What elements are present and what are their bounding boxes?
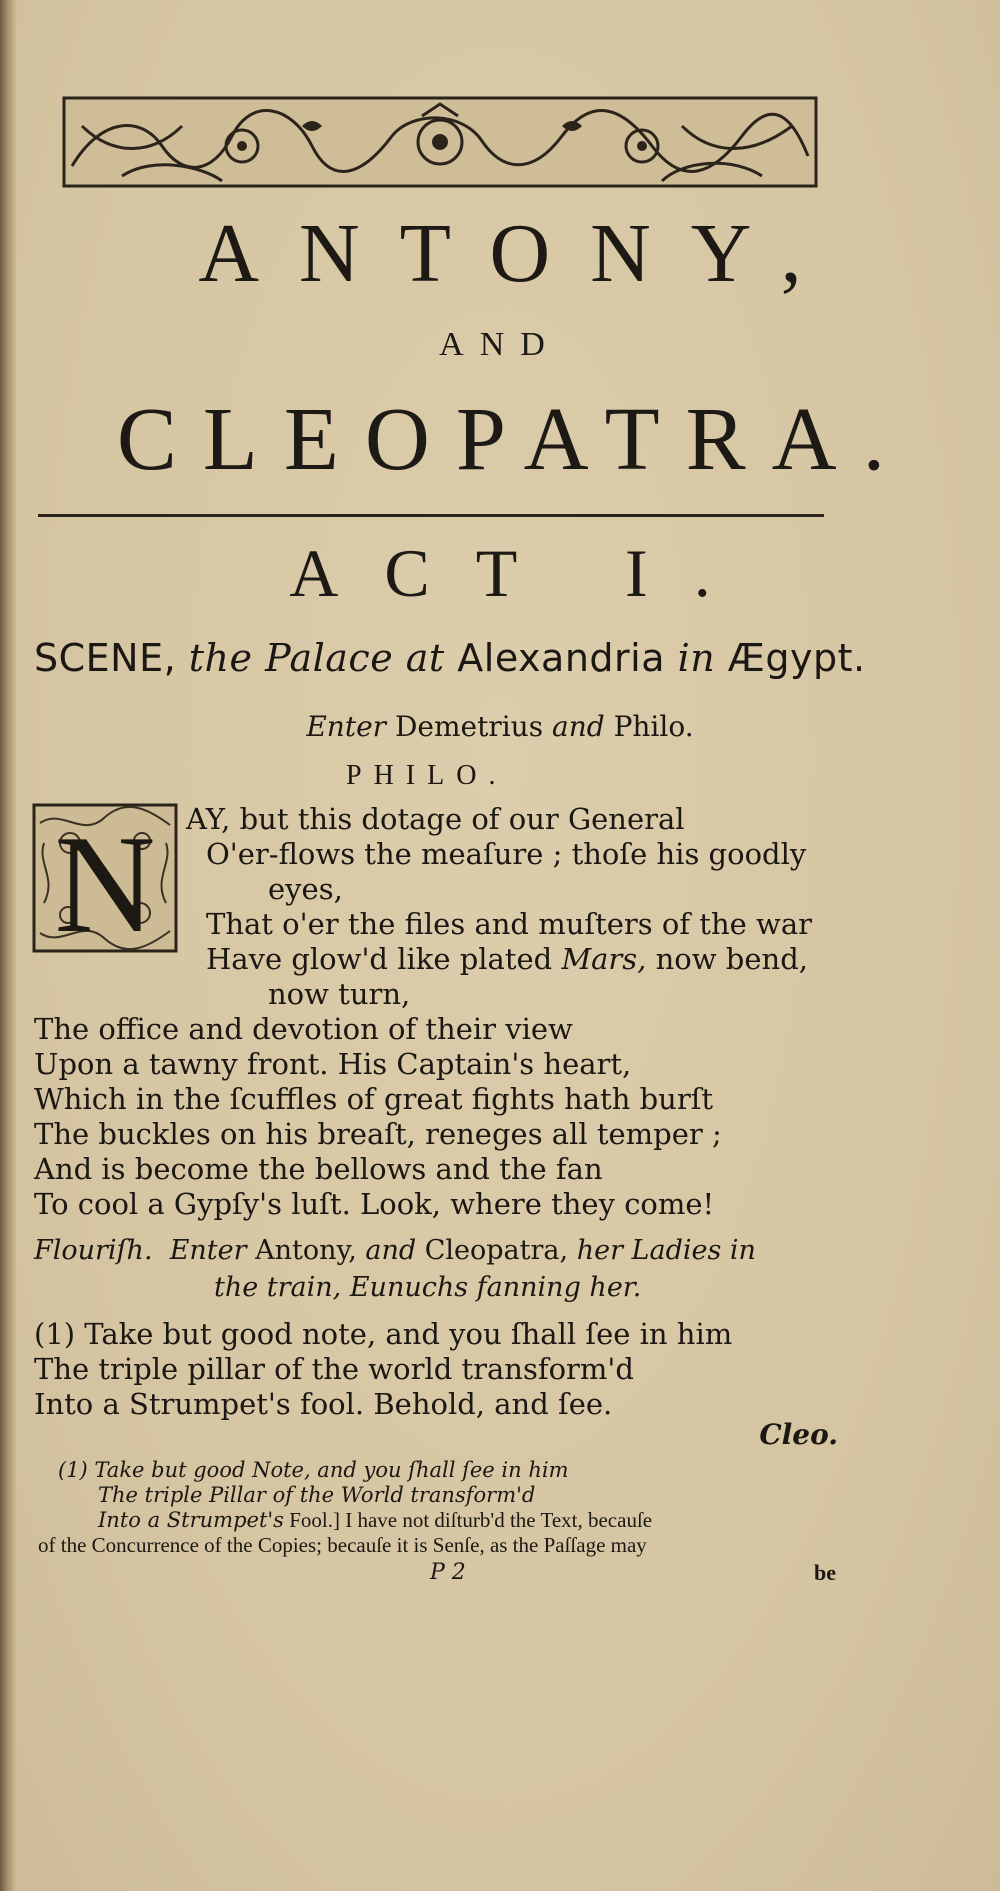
character-antony: Antony, [255, 1235, 357, 1266]
verse-line-11: And is become the bellows and the fan [34, 1152, 603, 1186]
footnotes [38, 1458, 652, 1558]
and-word-2: and [365, 1235, 417, 1266]
enter-word-2: Enter [169, 1235, 247, 1266]
ornamental-headpiece [62, 96, 818, 188]
footnote-line-4: of the Concurrence of the Copies; becauſe it is Senſe, as the Paſſage may [38, 1533, 647, 1557]
scene-italic-1: the Palace at [188, 636, 445, 680]
title-rule [38, 514, 824, 517]
verse-line-2: O'er-flows the meaſure ; thoſe his goodly [206, 837, 807, 871]
scene-italic-2: in [677, 636, 716, 680]
catchword-cleo: Cleo. [759, 1418, 838, 1451]
flourish-word: Flouriſh. [34, 1235, 153, 1266]
speaker-philo: PHILO. [346, 760, 508, 791]
title-antony: ANTONY, [198, 207, 842, 300]
verse-line-12: To cool a Gypſy's luſt. Look, where they come! [34, 1187, 715, 1221]
verse-line-10: The buckles on his breaſt, reneges all temper ; [34, 1117, 722, 1151]
verse2-line-2: The triple pillar of the world transform'd [34, 1352, 634, 1386]
verse-line-3: eyes, [268, 872, 343, 906]
and-word: and [552, 710, 605, 743]
scene-country: Ægypt. [727, 636, 866, 680]
act-heading: ACT I. [289, 535, 757, 611]
footnote-line-1: (1) Take but good Note, and you ſhall ſee in him [58, 1458, 569, 1482]
verse-line-6: now turn, [268, 977, 411, 1011]
scene-prefix: SCENE, [34, 636, 177, 680]
verse2-line-3: Into a Strumpet's fool. Behold, and ſee. [34, 1387, 613, 1421]
verse-line-4: That o'er the files and muſters of the war [206, 907, 812, 941]
verse2-line-1: (1) Take but good note, and you ſhall ſee in him [34, 1317, 733, 1351]
verse-line-9: Which in the ſcuffles of great fights hath burſt [34, 1082, 714, 1116]
character-cleopatra: Cleopatra, [424, 1235, 569, 1266]
enter-word: Enter [306, 710, 387, 743]
verse-line-8: Upon a tawny front. His Captain's heart, [34, 1047, 632, 1081]
character-philo: Philo. [613, 710, 694, 743]
stage-direction-flourish [34, 1232, 756, 1306]
verse-line-5-text: Have glow'd like plated [206, 942, 553, 976]
catchword-be: be [814, 1560, 836, 1585]
stage-direction-enter [0, 710, 1000, 743]
verse-line-5 [206, 942, 808, 977]
verse-mars: Mars, [561, 942, 647, 976]
footnote-line-3 [38, 1508, 652, 1533]
stage-direction-2-line-1 [34, 1232, 756, 1269]
footnote-line-2: The triple Pillar of the World transform'd [98, 1483, 536, 1507]
verse-mars-tail: now bend, [655, 942, 808, 976]
scene-heading [34, 636, 866, 680]
stage-direction-2-rest-1: her Ladies in [576, 1235, 756, 1266]
scene-place: Alexandria [457, 636, 666, 680]
character-demetrius: Demetrius [394, 710, 544, 743]
title-and: AND [439, 326, 561, 363]
dropcap-letter: N [54, 807, 156, 953]
signature-mark: P 2 [430, 1560, 466, 1585]
verse-line-1: AY, but this dotage of our General [186, 802, 685, 836]
verse-line-7: The office and devotion of their view [34, 1012, 573, 1046]
dropcap-ornament [32, 803, 178, 953]
stage-direction-2-rest-2: the train, Eunuchs fanning her. [214, 1272, 642, 1303]
footnote-line-3-rest: Fool.] I have not diſturb'd the Text, becauſe [289, 1508, 653, 1532]
footnote-line-3-italic: Into a Strumpet's [98, 1508, 284, 1532]
title-cleopatra: CLEOPATRA. [116, 390, 912, 489]
